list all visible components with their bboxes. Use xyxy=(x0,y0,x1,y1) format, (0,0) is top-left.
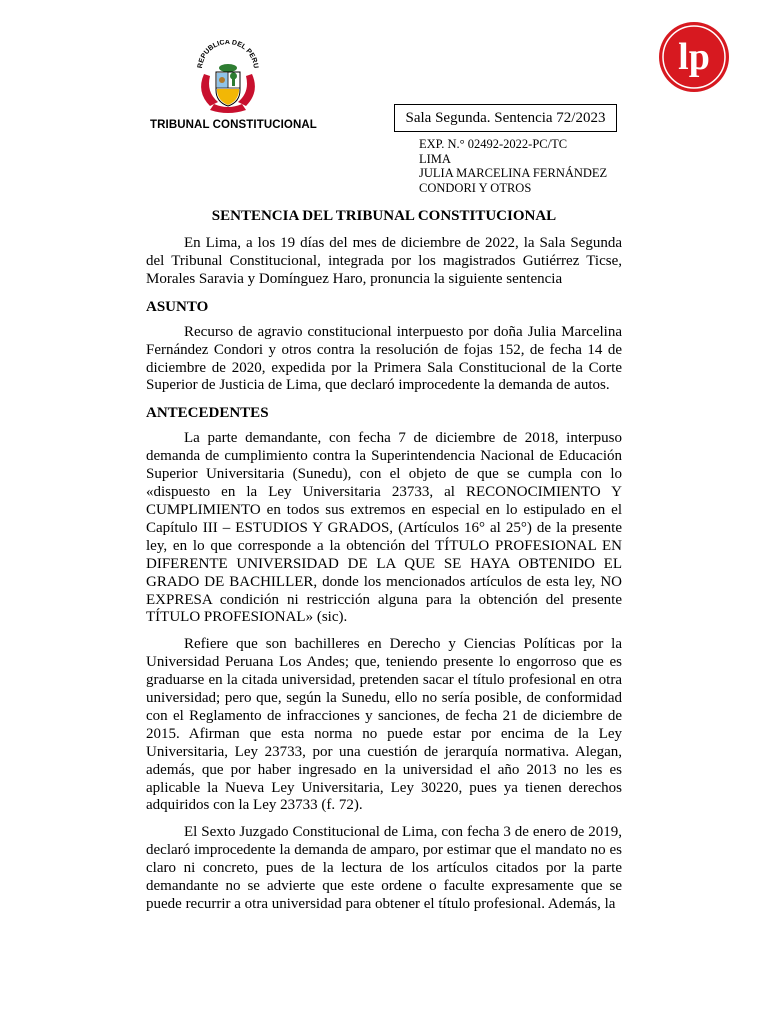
expediente-party-line-1: JULIA MARCELINA FERNÁNDEZ xyxy=(419,166,608,180)
intro-paragraph: En Lima, a los 19 días del mes de diciembre de 2022, la Sala Segunda del Tribunal Constitucional, integrada por los magistrados Gutiérrez Ticse, Morales Saravia y Domínguez Haro, pronuncia la siguiente sentencia xyxy=(146,235,622,287)
antecedentes-paragraph: El Sexto Juzgado Constitucional de Lima, con fecha 3 de enero de 2019, declaró improcedente la demanda de amparo, por estimar que el mandato no es claro ni concreto, pues de la lectura de los artículos citados por la parte demandante no se advierte que este ordene o faculte expresamente que se puede recurrir a otra universidad para obtener el título profesional. Además, la xyxy=(146,824,622,912)
lp-logo-letters: lp xyxy=(678,36,710,78)
emblem-text: REPUBLICA DEL PERU xyxy=(196,40,260,69)
document-body xyxy=(146,207,622,923)
document-title: SENTENCIA DEL TRIBUNAL CONSTITUCIONAL xyxy=(211,208,557,224)
sentencia-label: Sala Segunda. Sentencia 72/2023 xyxy=(394,104,617,132)
expediente-party-line-2: CONDORI Y OTROS xyxy=(419,180,532,195)
asunto-heading: ASUNTO xyxy=(146,298,209,315)
antecedentes-heading: ANTECEDENTES xyxy=(146,405,269,422)
peru-coat-of-arms-emblem xyxy=(188,40,268,118)
expediente-number: EXP. N.° 02492-2022-PC/TC xyxy=(419,137,568,151)
expediente-location: LIMA xyxy=(419,151,451,166)
institution-name: TRIBUNAL CONSTITUCIONAL xyxy=(150,119,317,131)
antecedentes-paragraph: Refiere que son bachilleres en Derecho y Ciencias Políticas por la Universidad Peruana Los Andes; que, teniendo presente lo engorroso que es graduarse en la citada universidad, pretenden sacar el título profesional en otra universidad; pero que, según la Sunedu, ello no sería posible, de conformidad con el Reglamento de infracciones y sanciones, de fecha 21 de diciembre de 2015. Afirman que esta norma no puede estar por encima de la Ley Universitaria, Ley 23733, por una cuestión de jerarquía normativa. Alegan, además, que por haber ingresado en la universidad el año 2013 no les es aplicable la Nueva Ley Universitaria, Ley 30220, pues ya tienen derechos adquiridos con la Ley 23733 (f. 72). xyxy=(146,636,622,814)
asunto-paragraph: Recurso de agravio constitucional interpuesto por doña Julia Marcelina Fernández Condori y otros contra la resolución de fojas 152, de fecha 14 de diciembre de 2020, expedida por la Primera Sala Constitucional de la Corte Superior de Justicia de Lima, que declaró improcedente la demanda de autos. xyxy=(146,323,622,394)
expediente-block xyxy=(419,137,607,195)
lp-logo[interactable] xyxy=(657,20,731,94)
antecedentes-paragraph: La parte demandante, con fecha 7 de diciembre de 2018, interpuso demanda de cumplimiento contra la Superintendencia Nacional de Educación Superior Universitaria (Sunedu), con el objeto de que se cumpla con lo «dispuesto en la Ley Universitaria 23733, al RECONOCIMIENTO Y CUMPLIMIENTO en todos sus extremos en especial en lo estipulado en el Capítulo III – ESTUDIOS Y GRADOS, (Artículos 16° al 25°) de la presente ley, en lo que corresponde a la obtención del TÍTULO PROFESIONAL EN DIFERENTE UNIVERSIDAD DE LA QUE SE HAYA OBTENIDO EL GRADO DE BACHILLER, donde los mencionados artículos de esta ley, NO EXPRESA condición ni restricción alguna para la obtención del presente TÍTULO PROFESIONAL» (sic). xyxy=(146,430,622,626)
